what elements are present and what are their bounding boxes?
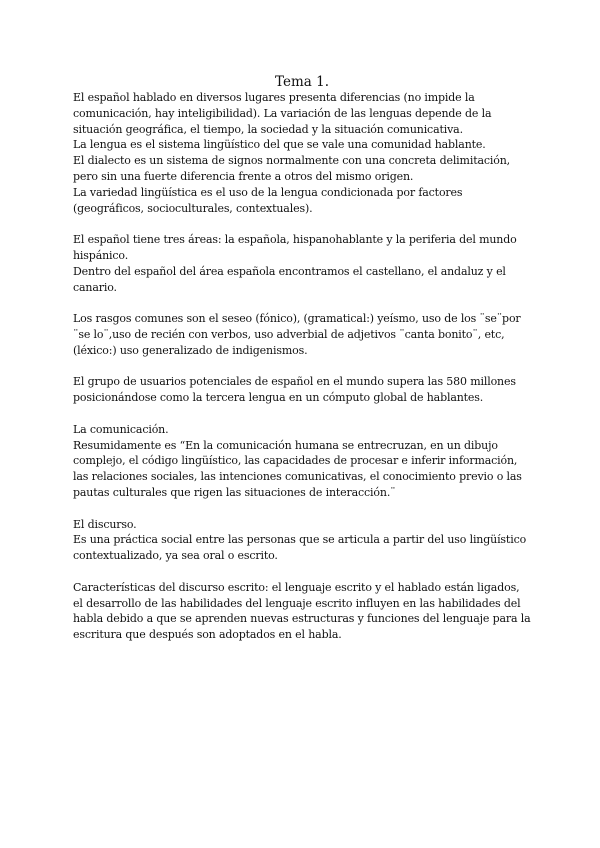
- section-comunicacion: [73, 422, 531, 501]
- paragraph-gap: [73, 295, 531, 311]
- section-discurso: [73, 517, 531, 564]
- paragraph: Resumidamente es “En la comunicación humana se entrecruzan, en un dibujo complejo, el código lingüístico, las capacidades de procesar e inferir información, las relaciones sociales, las intenciones comunicativas, el conocimiento previo o las pautas culturales que rigen las situaciones de interacción.¨: [73, 438, 522, 499]
- paragraph: Los rasgos comunes son el seseo (fónico), (gramatical:) yeísmo, uso de los ¨se¨por ¨se lo¨,uso de recién con verbos, uso adverbial de adjetivos ¨canta bonito¨, etc, (léxico:) uso generalizado de indigenismos.: [73, 312, 521, 357]
- section-intro: [73, 90, 531, 216]
- paragraph-gap: [73, 501, 531, 517]
- paragraph-gap: [73, 359, 531, 375]
- section-heading: La comunicación.: [73, 422, 169, 436]
- paragraph: Es una práctica social entre las personas que se articula a partir del uso lingüístico contextualizado, ya sea oral o escrito.: [73, 533, 527, 563]
- paragraph-gap: [73, 564, 531, 580]
- page-title: Tema 1.: [275, 74, 329, 90]
- section-usuarios: [73, 374, 531, 406]
- paragraph: El español hablado en diversos lugares presenta diferencias (no impide la comunicación, hay inteligibilidad). La variación de las lenguas depende de la situación geográfica, el tiempo, la sociedad y la situación comunicativa.: [73, 91, 492, 136]
- document-body: [73, 74, 531, 643]
- paragraph: El grupo de usuarios potenciales de español en el mundo supera las 580 millones posicionándose como la tercera lengua en un cómputo global de hablantes.: [73, 375, 516, 405]
- paragraph: El dialecto es un sistema de signos normalmente con una concreta delimitación, pero sin una fuerte diferencia frente a otros del mismo origen.: [73, 154, 511, 183]
- paragraph: El español tiene tres áreas: la española, hispanohablante y la periferia del mundo hispánico.: [73, 233, 517, 262]
- paragraph: La lengua es el sistema lingüístico del que se vale una comunidad hablante.: [73, 138, 486, 152]
- paragraph: La variedad lingüística es el uso de la lengua condicionada por factores (geográficos, socioculturales, contextuales).: [73, 185, 463, 215]
- section-rasgos: [73, 311, 531, 358]
- section-heading: El discurso.: [73, 517, 137, 531]
- paragraph: Características del discurso escrito: el lenguaje escrito y el hablado están ligados, el desarrollo de las habilidades del lenguaje escrito influyen en las habilidades del habla debido a que se aprenden nuevas estructuras y funciones del lenguaje para la escritura que después son adoptados en el habla.: [73, 580, 531, 642]
- paragraph: Dentro del español del área española encontramos el castellano, el andaluz y el canario.: [73, 264, 506, 294]
- paragraph-gap: [73, 406, 531, 422]
- section-areas: [73, 232, 531, 295]
- paragraph-gap: [73, 216, 531, 232]
- section-caracteristicas: [73, 580, 531, 643]
